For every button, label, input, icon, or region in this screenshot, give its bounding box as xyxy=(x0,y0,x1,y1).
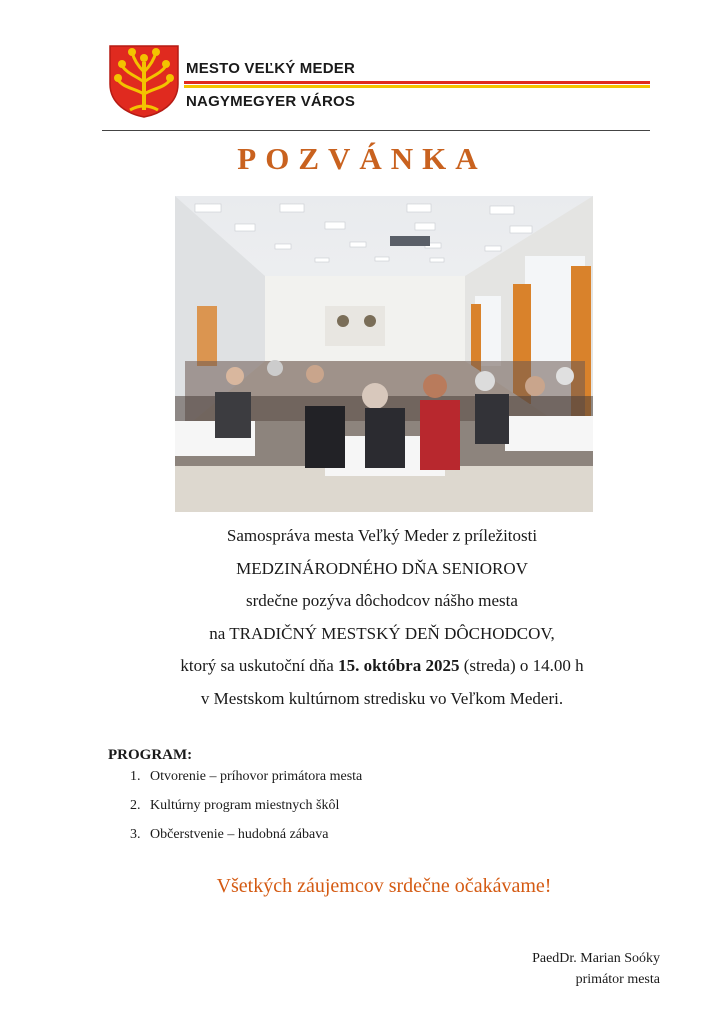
program-item-text: Občerstvenie – hudobná zábava xyxy=(150,827,329,842)
header-divider xyxy=(102,130,650,131)
invitation-line: MEDZINÁRODNÉHO DŇA SENIOROV xyxy=(236,558,528,578)
date-line-prefix: ktorý sa uskutoční dňa xyxy=(180,656,339,675)
program-item xyxy=(130,825,362,854)
closing-message: Všetkých záujemcov srdečne očakávame! xyxy=(216,875,552,897)
city-name-hungarian: NAGYMEGYER VÁROS xyxy=(186,93,356,110)
program-list xyxy=(130,767,362,854)
invitation-line: na TRADIČNÝ MESTSKÝ DEŇ DÔCHODCOV, xyxy=(209,623,555,643)
program-item-text: Otvorenie – príhovor primátora mesta xyxy=(150,769,363,784)
city-name-slovak: MESTO VEĽKÝ MEDER xyxy=(186,60,355,77)
program-heading: PROGRAM: xyxy=(108,747,193,763)
header-stripe-red xyxy=(184,81,650,84)
program-item-number: 3. xyxy=(130,827,141,842)
invitation-venue-line: v Mestskom kultúrnom stredisku vo Veľkom Mederi. xyxy=(200,688,564,708)
event-date: 15. októbra 2025 xyxy=(338,656,460,675)
date-line-suffix: (streda) o 14.00 h xyxy=(459,656,584,675)
program-item xyxy=(130,796,362,825)
coat-of-arms-icon xyxy=(108,44,180,118)
signatory-role: primátor mesta xyxy=(575,972,660,987)
invitation-line: srdečne pozýva dôchodcov nášho mesta xyxy=(246,591,518,610)
header-stripe-yellow xyxy=(184,85,650,88)
program-item-number: 2. xyxy=(130,798,141,813)
invitation-date-line xyxy=(0,654,724,687)
signature-block xyxy=(532,948,660,990)
page-title: POZVÁNKA xyxy=(237,141,487,176)
program-item xyxy=(130,767,362,796)
banquet-hall-photo xyxy=(175,196,593,512)
signatory-name: PaedDr. Marian Soóky xyxy=(532,951,660,966)
program-item-number: 1. xyxy=(130,769,141,784)
invitation-text xyxy=(0,524,724,719)
program-item-text: Kultúrny program miestnych škôl xyxy=(150,798,340,813)
invitation-line: Samospráva mesta Veľký Meder z príležitosti xyxy=(226,526,538,545)
